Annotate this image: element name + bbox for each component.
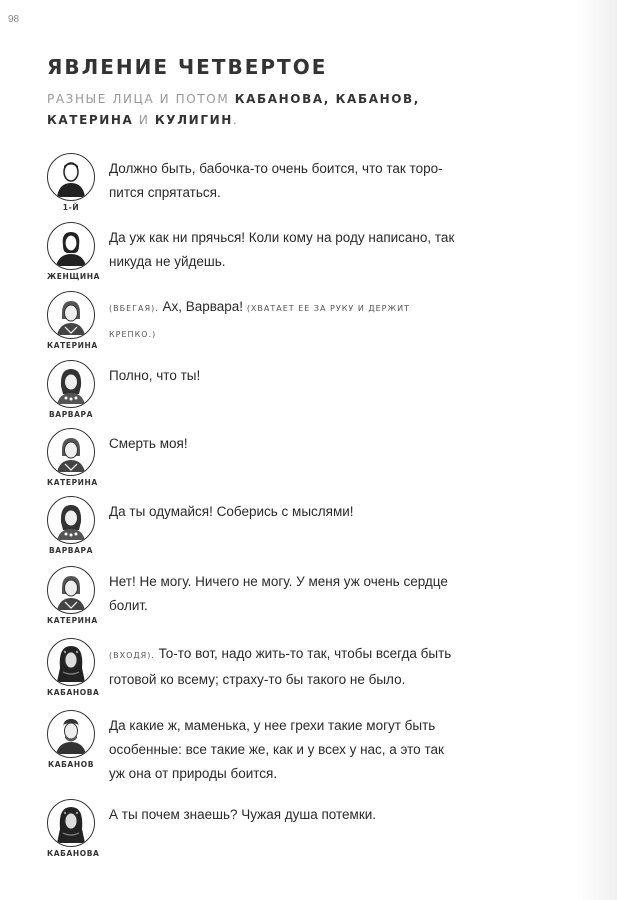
scene-title: ЯВЛЕНИЕ ЧЕТВЕРТОЕ [47,55,328,79]
speaker-label: ВАРВАРА [48,410,94,419]
cast-prefix: РАЗНЫЕ ЛИЦА И ПОТОМ [47,92,235,106]
speaker-label: ВАРВАРА [48,546,94,555]
dialogue-text: Да ты одумайся! Соберись с мыслями! [109,504,354,519]
speaker-label: КАТЕРИНА [47,478,98,487]
cast-end: . [232,113,239,127]
dialogue-text: Должно быть, бабочка-то очень боится, что так торо-пится спрятаться. [109,161,443,200]
katerina-portrait-icon [47,428,95,476]
woman-silhouette-icon [47,222,95,270]
stage-direction: (ХВАТАЕТ ЕЕ ЗА РУКУ И ДЕРЖИТ КРЕПКО.) [109,304,410,339]
katerina-portrait-icon [47,291,95,339]
page-edge-shadow [577,0,617,900]
man-silhouette-icon [47,153,95,201]
dialogue-text: Да уж как ни прячься! Коли кому на роду написано, так никуда не уйдешь. [109,230,455,269]
page-number: 98 [8,14,20,25]
speaker-label: КАБАНОВ [47,760,95,769]
varvara-portrait-icon [47,496,95,544]
dialogue-text: Смерть моя! [109,436,188,451]
kabanova-portrait-icon [47,799,95,847]
dialogue-text: А ты почем знаешь? Чужая душа потемки. [109,807,377,822]
varvara-portrait-icon [47,360,95,408]
speaker-label: ЖЕНЩИНА [47,272,101,281]
speaker-label: КАТЕРИНА [47,341,98,350]
dialogue-text: Да какие ж, маменька, у нее грехи такие могут быть особенные: все такие же, как и у всех у нас, а это так уж она от природы боится. [109,718,444,781]
scene-cast [47,89,467,131]
kabanova-portrait-icon [47,638,95,686]
speaker-label: КАБАНОВА [47,688,100,697]
cast-names: КАБАНОВА, КАБАНОВ, КАТЕРИНА [47,92,420,127]
speaker-label: КАБАНОВА [47,849,100,858]
speaker-label: 1-Й [62,203,80,212]
cast-last: КУЛИГИН [154,113,233,127]
cast-and: И [133,113,155,127]
stage-direction: (ВБЕГАЯ). [109,304,159,313]
kabanov-portrait-icon [47,710,95,758]
dialogue-text: Нет! Не могу. Ничего не могу. У меня уж очень сердце болит. [109,574,448,613]
stage-direction: (ВХОДЯ). [109,651,155,660]
dialogue-words: Ах, Варвара! [158,299,247,314]
katerina-portrait-icon [47,566,95,614]
dialogue-text [109,642,459,692]
dialogue-text: Полно, что ты! [109,368,201,383]
dialogue-text [109,295,459,347]
dialogue-words: То-то вот, надо жить-то так, чтобы всегда быть готовой ко всему; страху-то бы такого не было. [109,646,452,687]
speaker-label: КАТЕРИНА [47,616,98,625]
